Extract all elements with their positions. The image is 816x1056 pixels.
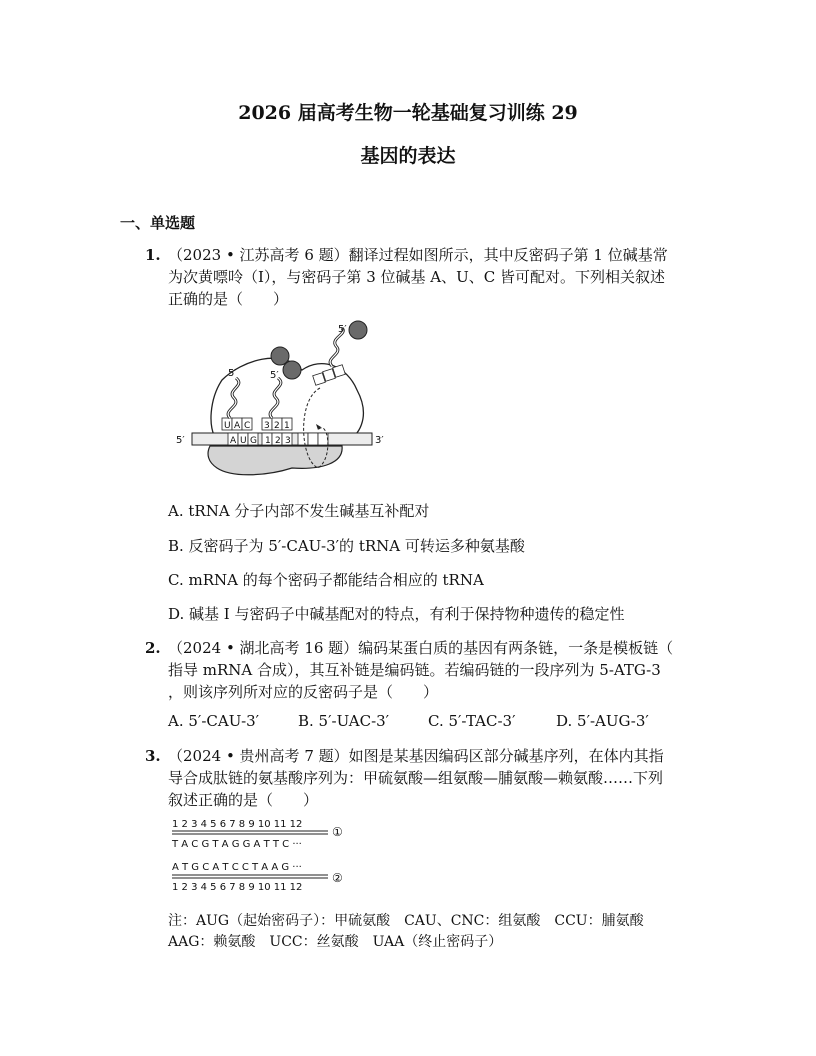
option-b[interactable]: B. 5′-UAC-3′ [298, 712, 390, 730]
anticodon-base: A [234, 421, 241, 431]
document-subtitle: 基因的表达 [360, 145, 456, 167]
strand-2-label: ② [332, 871, 343, 885]
anticodon-base: 1 [284, 421, 290, 431]
anticodon-base: 2 [274, 421, 280, 431]
anticodon-base: 3 [264, 421, 270, 431]
dna-sequence-figure [170, 816, 370, 896]
five-prime-label: 5′ [228, 368, 237, 379]
document-title: 2026 届高考生物一轮基础复习训练 29 [238, 102, 578, 124]
anticodon-base: U [224, 421, 231, 431]
five-prime-label: 5′ [338, 324, 347, 335]
five-prime-label: 5′ [176, 435, 185, 446]
option-b[interactable]: B. 反密码子为 5′-CAU-3′的 tRNA 可转运多种氨基酸 [168, 537, 525, 555]
codon-base: 3 [285, 436, 291, 446]
note-line: 注：AUG（起始密码子）：甲硫氨酸 CAU、CNC：组氨酸 CCU：脯氨酸 [168, 913, 644, 929]
question-number: 3. [145, 747, 161, 765]
option-a[interactable]: A. 5′-CAU-3′ [168, 712, 260, 730]
question-text-line: 叙述正确的是（ ） [168, 791, 319, 809]
strand-1-sequence: T A C G T A G G A T T C ··· [172, 839, 302, 850]
amino-acid-ball [271, 347, 289, 365]
question-number: 2. [145, 639, 161, 657]
option-a[interactable]: A. tRNA 分子内部不发生碱基互补配对 [168, 502, 430, 520]
question-text-line: ，则该序列所对应的反密码子是（ ） [168, 683, 439, 701]
question-text-line: （2024 • 湖北高考 16 题）编码某蛋白质的基因有两条链，一条是模板链（ [168, 639, 674, 657]
anticodon-base: C [244, 421, 251, 431]
option-c[interactable]: C. 5′-TAC-3′ [428, 712, 516, 730]
amino-acid-ball [349, 321, 367, 339]
question-text-line: （2023 • 江苏高考 6 题）翻译过程如图所示，其中反密码子第 1 位碱基常 [168, 246, 668, 264]
question-text-line: 正确的是（ ） [168, 290, 289, 308]
question-text-line: 为次黄嘌呤（I），与密码子第 3 位碱基 A、U、C 皆可配对。下列相关叙述 [168, 268, 665, 286]
codon-base: 1 [265, 436, 271, 446]
three-prime-label: 3′ [375, 435, 384, 446]
codon-base: 2 [275, 436, 281, 446]
question-text-line: 指导 mRNA 合成），其互补链是编码链。若编码链的一段序列为 5-ATG-3 [168, 661, 661, 679]
codon-base: A [230, 436, 237, 446]
strand-1-label: ① [332, 825, 343, 839]
question-number: 1. [145, 246, 161, 264]
codon-base: G [250, 436, 257, 446]
note-line: AAG：赖氨酸 UCC：丝氨酸 UAA（终止密码子） [168, 934, 503, 950]
amino-acid-ball [283, 361, 301, 379]
position-numbers: 1 2 3 4 5 6 7 8 9 10 11 12 [172, 819, 303, 830]
option-c[interactable]: C. mRNA 的每个密码子都能结合相应的 tRNA [168, 571, 484, 589]
ribosome-small-subunit [208, 446, 342, 475]
option-d[interactable]: D. 碱基 I 与密码子中碱基配对的特点，有利于保持物种遗传的稳定性 [168, 605, 625, 623]
translation-diagram [172, 318, 412, 478]
question-text-line: 导合成肽链的氨基酸序列为：甲硫氨酸—组氨酸—脯氨酸—赖氨酸……下列 [168, 769, 664, 787]
five-prime-label: 5′ [270, 370, 279, 381]
question-text-line: （2024 • 贵州高考 7 题）如图是某基因编码区部分碱基序列，在体内其指 [168, 747, 664, 765]
strand-2-sequence: A T G C A T C C T A A G ··· [172, 862, 302, 873]
section-heading: 一、单选题 [120, 214, 196, 232]
position-numbers: 1 2 3 4 5 6 7 8 9 10 11 12 [172, 882, 303, 893]
codon-base: U [240, 436, 247, 446]
option-d[interactable]: D. 5′-AUG-3′ [556, 712, 649, 730]
